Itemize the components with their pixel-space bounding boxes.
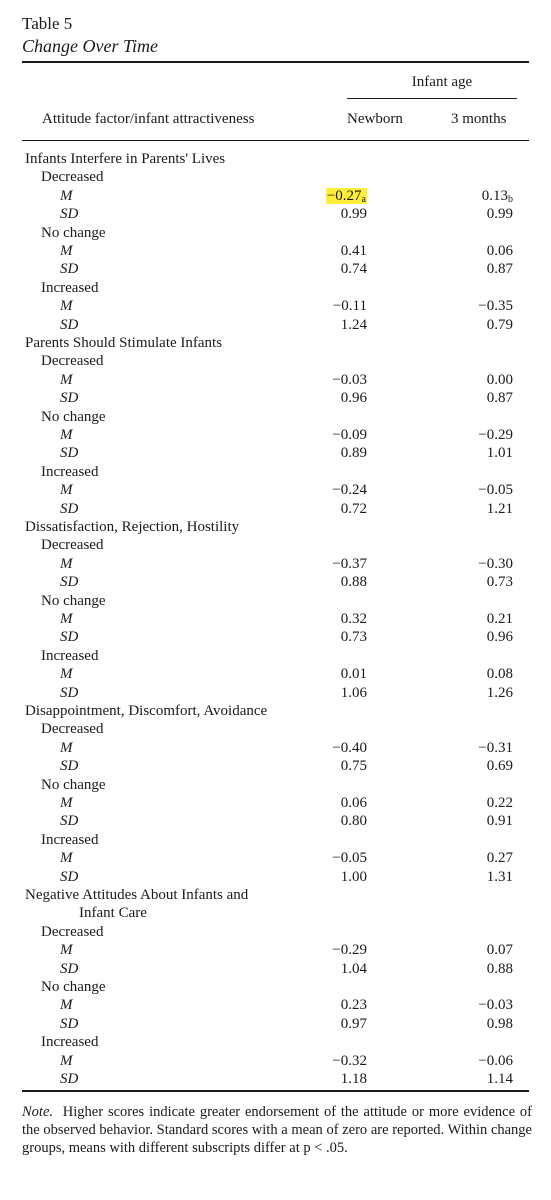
mean-3-months-value: 0.08	[486, 666, 513, 683]
factor-label: Dissatisfaction, Rejection, Hostility	[25, 519, 240, 535]
mean-newborn-value: −0.05	[332, 850, 367, 867]
sd-3-months-value: 1.01	[486, 445, 513, 462]
note-text: Higher scores indicate greater endorsement of the attitude or more evidence of the observed behavior. Standard scores with a mean of zero are reported. Within change groups, means with different subscripts differ at p < .05.	[22, 1104, 533, 1157]
mean-3-months-value: 0.06	[486, 243, 513, 259]
sd-newborn-value: 0.89	[340, 445, 367, 462]
change-group-label: Decreased	[41, 721, 104, 738]
mean-newborn-value: $-0.27_a$	[326, 187, 366, 205]
mean-newborn-value: 0.06	[340, 795, 367, 811]
top-rule	[22, 61, 529, 63]
mean-3-months-value: −0.31	[478, 739, 513, 756]
sd-newborn-value: 0.96	[340, 390, 367, 407]
sd-label: SD	[60, 868, 79, 885]
mean-3-months-value: −0.03	[478, 997, 513, 1014]
sd-3-months-value: 0.88	[486, 960, 513, 977]
change-group-label: No change	[41, 408, 106, 425]
sd-label: SD	[60, 500, 79, 517]
mean-label: M	[60, 666, 73, 683]
mean-3-months-value: −0.05	[478, 482, 513, 499]
column-header-3-months: 3 months	[451, 111, 507, 127]
note-label: Note.	[22, 1104, 54, 1120]
table-note	[22, 1103, 532, 1158]
factor-label: Disappointment, Discomfort, Avoidance	[25, 703, 268, 719]
change-group-label: Decreased	[41, 169, 104, 186]
change-group-label: Increased	[41, 279, 99, 296]
mean-3-months-value: 0.22	[486, 795, 513, 811]
sd-label: SD	[60, 813, 79, 830]
column-header-newborn: Newborn	[347, 111, 403, 127]
sd-label: SD	[60, 684, 79, 701]
sd-newborn-value: 0.72	[340, 500, 367, 517]
factor-label: Parents Should Stimulate Infants	[25, 335, 223, 351]
mean-3-months-value: 0.00	[486, 371, 513, 388]
sd-label: SD	[60, 574, 79, 591]
sd-3-months-value: 0.73	[486, 574, 513, 591]
change-group-label: Increased	[41, 463, 99, 480]
column-group-header: Infant age	[411, 74, 473, 90]
mean-label: M	[60, 942, 73, 959]
sd-3-months-value: 1.31	[486, 868, 513, 885]
sd-3-months-value: 0.99	[486, 206, 513, 223]
change-group-label: No change	[41, 224, 106, 241]
sd-3-months-value: 0.69	[486, 758, 513, 775]
mean-3-months-value: $0.13_b$	[481, 187, 513, 205]
mean-3-months-value: 0.07	[486, 942, 513, 959]
factor-label-line2: Infant Care	[79, 905, 147, 922]
sd-3-months-value: 1.14	[486, 1071, 513, 1087]
mean-newborn-value: −0.37	[332, 555, 367, 572]
mean-label: M	[60, 795, 73, 811]
sd-3-months-value: 1.21	[486, 500, 513, 517]
table-number: Table 5	[22, 14, 73, 33]
mean-newborn-value: −0.03	[332, 371, 367, 388]
mean-newborn-value: −0.09	[332, 427, 367, 443]
sd-label: SD	[60, 1015, 79, 1032]
sd-3-months-value: 0.91	[486, 813, 513, 830]
sd-newborn-value: 0.88	[340, 574, 367, 591]
change-group-label: No change	[41, 776, 106, 793]
factor-label: Infants Interfere in Parents' Lives	[25, 151, 226, 167]
sd-3-months-value: 0.98	[486, 1015, 513, 1032]
mean-3-months-value: −0.29	[478, 427, 513, 443]
sd-newborn-value: 0.75	[340, 758, 367, 775]
mean-newborn-value: 0.01	[340, 666, 367, 683]
mean-label: M	[60, 298, 73, 315]
sd-label: SD	[60, 261, 79, 278]
mean-newborn-value: 0.32	[340, 611, 367, 627]
mean-3-months-value: −0.06	[478, 1052, 513, 1069]
sd-label: SD	[60, 1071, 79, 1087]
mean-label: M	[60, 1052, 73, 1069]
change-group-label: Decreased	[41, 923, 104, 940]
sd-3-months-value: 0.87	[486, 390, 513, 407]
factor-label: Negative Attitudes About Infants and	[25, 887, 249, 903]
mean-label: M	[60, 611, 73, 627]
mean-newborn-value: −0.29	[332, 942, 367, 959]
mean-label: M	[60, 427, 73, 443]
sd-newborn-value: 0.74	[340, 261, 367, 278]
sd-newborn-value: 0.99	[340, 206, 367, 223]
change-group-label: No change	[41, 979, 106, 995]
sd-label: SD	[60, 316, 79, 333]
sd-3-months-value: 0.96	[486, 629, 513, 646]
row-header: Attitude factor/infant attractiveness	[42, 111, 255, 127]
mean-label: M	[60, 243, 73, 259]
change-group-label: Decreased	[41, 537, 104, 554]
change-group-label: No change	[41, 592, 106, 609]
mean-label: M	[60, 371, 73, 388]
sd-3-months-value: 0.87	[486, 261, 513, 278]
sd-newborn-value: 1.04	[340, 960, 367, 977]
bottom-rule	[22, 1090, 529, 1092]
sd-newborn-value: 1.24	[340, 316, 367, 333]
mean-newborn-value: −0.11	[332, 298, 367, 315]
mean-newborn-value: −0.24	[332, 482, 367, 499]
mean-newborn-value: 0.23	[340, 997, 367, 1014]
mean-label: M	[60, 850, 73, 867]
column-group-rule	[347, 98, 517, 99]
sd-newborn-value: 1.18	[340, 1071, 367, 1087]
mean-3-months-value: −0.30	[478, 555, 513, 572]
change-group-label: Increased	[41, 831, 99, 848]
mean-label: M	[60, 997, 73, 1014]
mean-newborn-value: −0.40	[332, 739, 367, 756]
sd-label: SD	[60, 445, 79, 462]
sd-3-months-value: 0.79	[486, 316, 513, 333]
header-rule	[22, 140, 529, 141]
sd-newborn-value: 0.73	[340, 629, 367, 646]
change-group-label: Increased	[41, 1034, 99, 1051]
mean-3-months-value: 0.27	[486, 850, 513, 867]
sd-label: SD	[60, 758, 79, 775]
mean-3-months-value: −0.35	[478, 298, 513, 315]
sd-newborn-value: 1.06	[340, 684, 367, 701]
change-group-label: Increased	[41, 647, 99, 664]
change-group-label: Decreased	[41, 353, 104, 370]
sd-newborn-value: 0.80	[340, 813, 367, 830]
sd-newborn-value: 0.97	[340, 1015, 367, 1032]
mean-3-months-value: 0.21	[486, 611, 513, 627]
sd-newborn-value: 1.00	[340, 868, 367, 885]
table-title: Change Over Time	[22, 36, 158, 56]
mean-newborn-value: −0.32	[332, 1052, 367, 1069]
mean-label: M	[60, 739, 73, 756]
sd-label: SD	[60, 960, 79, 977]
mean-newborn-value: 0.41	[340, 243, 367, 259]
mean-label: M	[60, 482, 73, 499]
sd-label: SD	[60, 390, 79, 407]
sd-3-months-value: 1.26	[486, 684, 513, 701]
mean-label: M	[60, 555, 73, 572]
mean-label: M	[60, 187, 73, 204]
sd-label: SD	[60, 206, 79, 223]
sd-label: SD	[60, 629, 79, 646]
